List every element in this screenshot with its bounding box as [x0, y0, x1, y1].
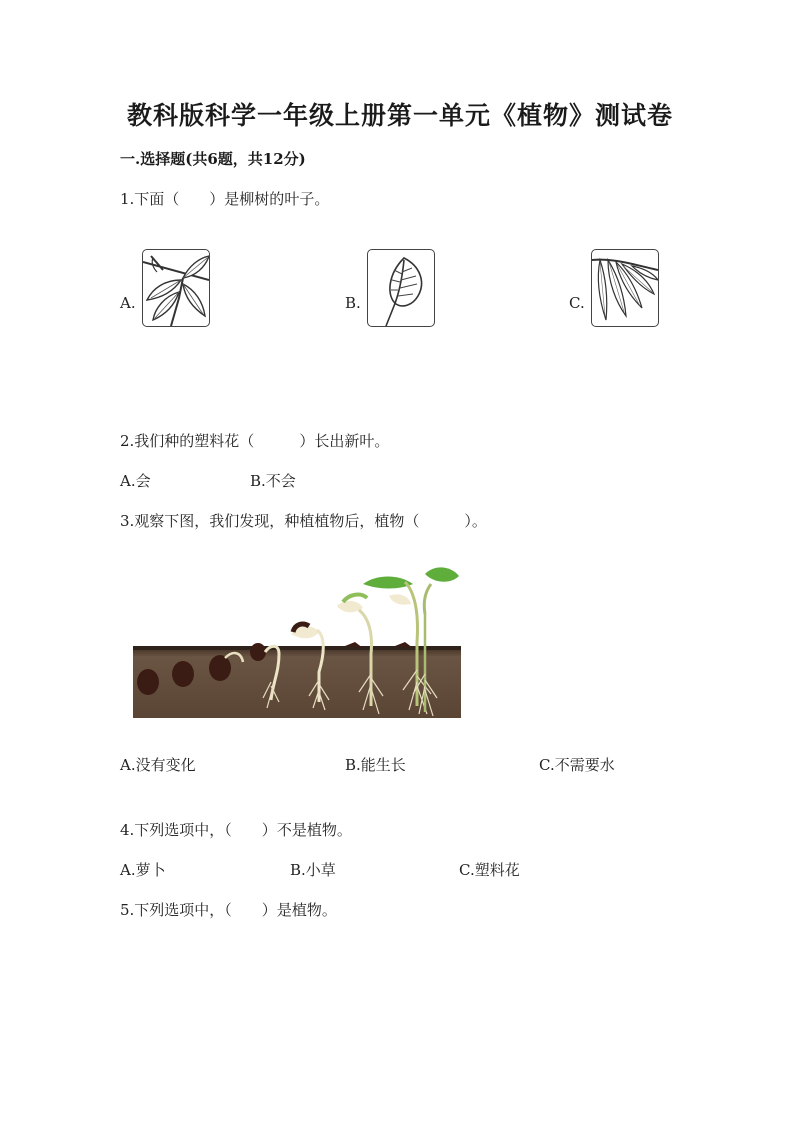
page-title: 教科版科学一年级上册第一单元《植物》测试卷: [126, 101, 673, 130]
seed-germination-image: [133, 562, 461, 718]
q1-option-c-label: C.: [569, 294, 585, 312]
q1-option-a-label: A.: [120, 294, 136, 312]
q3-option-b[interactable]: B.能生长: [345, 756, 406, 774]
q2-option-a[interactable]: A.会: [120, 472, 151, 490]
q1-option-a-image[interactable]: [142, 249, 210, 327]
section-heading: 一.选择题(共6题，共12分): [120, 150, 306, 168]
q2-option-b[interactable]: B.不会: [250, 472, 296, 490]
q1-option-b-label: B.: [345, 294, 361, 312]
question-5: 5.下列选项中，（ ）是植物。: [120, 901, 337, 919]
q4-option-b[interactable]: B.小草: [290, 861, 336, 879]
question-4: 4.下列选项中，（ ）不是植物。: [120, 821, 352, 839]
question-1: 1.下面（ ）是柳树的叶子。: [120, 190, 330, 208]
q4-option-c[interactable]: C.塑料花: [459, 861, 520, 879]
q1-option-b-image[interactable]: [367, 249, 435, 327]
question-2: 2.我们种的塑料花（ ）长出新叶。: [120, 432, 390, 450]
q3-option-a[interactable]: A.没有变化: [120, 756, 196, 774]
compound-leaf-drawing: [143, 250, 209, 326]
q4-option-a[interactable]: A.萝卜: [120, 861, 166, 879]
germination-stages-illustration: [133, 562, 461, 718]
round-leaf-drawing: [368, 250, 434, 326]
q1-option-c-image[interactable]: [591, 249, 659, 327]
q3-option-c[interactable]: C.不需要水: [539, 756, 615, 774]
question-3: 3.观察下图，我们发现，种植植物后，植物（ ）。: [120, 512, 487, 530]
willow-leaf-drawing: [592, 250, 658, 326]
